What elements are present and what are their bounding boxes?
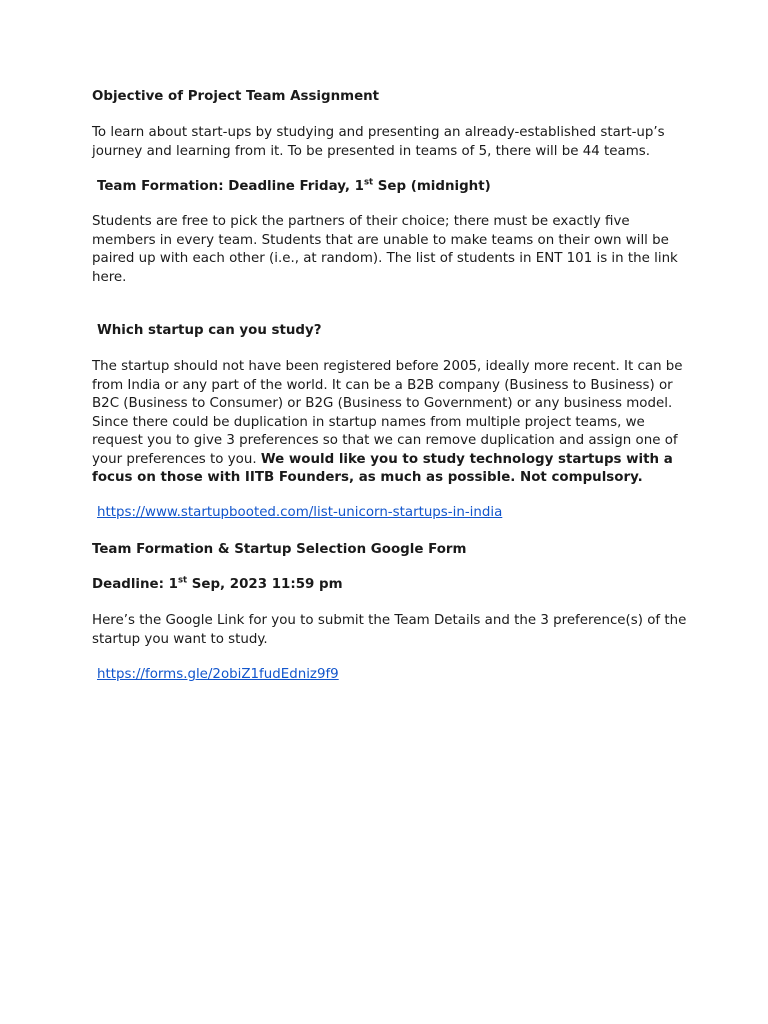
startup-paragraph <box>92 358 692 488</box>
startup-paragraph-emphasis: We would like you to study technology startups with a focus on those with IITB Founders, as much as possible. Not compulsory. <box>92 451 673 485</box>
objective-paragraph: To learn about start-ups by studying and presenting an already-established start-up’s journey and learning from it. To be presented in teams of 5, there will be 44 teams. <box>92 125 665 159</box>
which-startup-heading: Which startup can you study? <box>97 323 322 338</box>
google-form-link-line <box>92 666 697 685</box>
form-heading: Team Formation & Startup Selection Google Form <box>92 542 467 557</box>
team-formation-text: Team Formation: Deadline Friday, 1 <box>97 179 364 194</box>
startup-paragraph-text: The startup should not have been registered before 2005, ideally more recent. It can be from India or any part of the world. It can be a B2B company (Business to Business) or B2C (Business to Consumer) or B2G (Business to Government) or any business model. Since there could be duplication in startup names from multiple project teams, we request you to give 3 preferences so that we can remove duplication and assign one of your preferences to you. <box>92 359 683 467</box>
google-link-paragraph: Here’s the Google Link for you to submit the Team Details and the 3 preference(s) of the startup you want to study. <box>92 613 687 647</box>
google-form-link[interactable]: https://forms.gle/2obiZ1fudEdniz9f9 <box>97 667 339 682</box>
deadline-tail: Sep, 2023 11:59 pm <box>187 577 343 592</box>
team-formation-heading <box>92 178 697 197</box>
deadline-text: Deadline: 1 <box>92 577 178 592</box>
students-paragraph: Students are free to pick the partners of their choice; there must be exactly five members in every team. Students that are unable to make teams on their own will be paired up with each other (i.e., at random). The list of students in ENT 101 is in the link here. <box>92 214 678 285</box>
team-formation-ordinal: st <box>363 177 374 188</box>
startup-list-link-line <box>92 504 697 523</box>
deadline-ordinal: st <box>177 575 188 586</box>
startup-list-link[interactable]: https://www.startupbooted.com/list-unicorn-startups-in-india <box>97 505 503 520</box>
team-formation-tail: Sep (midnight) <box>373 179 491 194</box>
deadline-heading <box>92 576 692 595</box>
objective-heading: Objective of Project Team Assignment <box>92 89 380 104</box>
